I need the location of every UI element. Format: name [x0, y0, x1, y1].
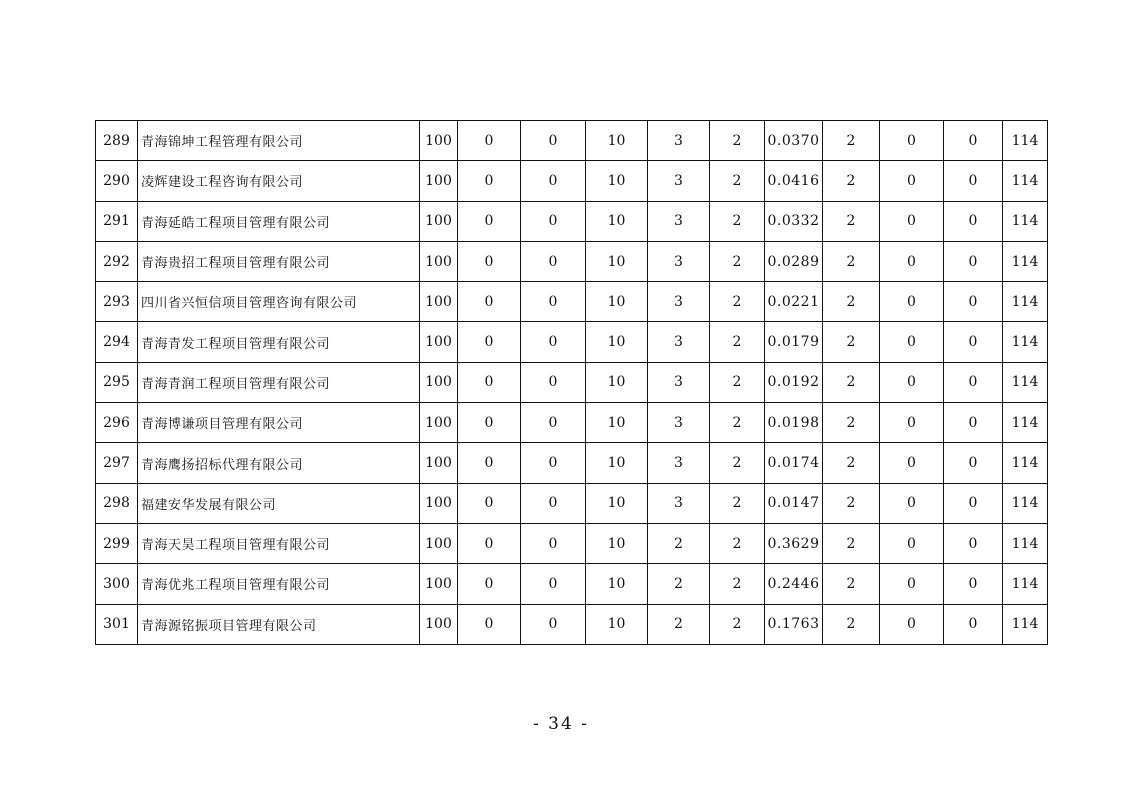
score-cell: 0 — [458, 121, 521, 161]
ratio-cell: 0.2446 — [765, 564, 823, 604]
score-cell: 10 — [586, 564, 648, 604]
score-cell: 2 — [710, 241, 765, 281]
company-name-cell: 福建安华发展有限公司 — [138, 483, 420, 523]
row-number-cell: 295 — [96, 362, 138, 402]
score-cell: 0 — [944, 362, 1003, 402]
score-cell: 0 — [880, 403, 944, 443]
score-cell: 100 — [420, 121, 458, 161]
score-cell: 2 — [710, 604, 765, 644]
score-table — [95, 120, 1048, 645]
score-cell: 2 — [648, 523, 710, 563]
score-cell: 0 — [880, 604, 944, 644]
score-cell: 0 — [521, 241, 586, 281]
score-cell: 0 — [944, 564, 1003, 604]
ratio-cell: 0.0174 — [765, 443, 823, 483]
score-cell: 100 — [420, 322, 458, 362]
score-cell: 10 — [586, 443, 648, 483]
row-number-cell: 293 — [96, 282, 138, 322]
total-cell: 114 — [1003, 362, 1048, 402]
score-cell: 10 — [586, 241, 648, 281]
score-cell: 0 — [521, 161, 586, 201]
score-cell: 100 — [420, 604, 458, 644]
score-cell: 0 — [458, 362, 521, 402]
score-cell: 0 — [880, 483, 944, 523]
row-number-cell: 289 — [96, 121, 138, 161]
row-number-cell: 298 — [96, 483, 138, 523]
score-cell: 10 — [586, 121, 648, 161]
score-cell: 2 — [823, 241, 880, 281]
total-cell: 114 — [1003, 604, 1048, 644]
score-cell: 2 — [823, 523, 880, 563]
score-cell: 100 — [420, 523, 458, 563]
score-cell: 3 — [648, 403, 710, 443]
company-name-cell: 青海锦坤工程管理有限公司 — [138, 121, 420, 161]
score-cell: 2 — [710, 362, 765, 402]
table-row — [96, 121, 1048, 161]
total-cell: 114 — [1003, 443, 1048, 483]
score-cell: 0 — [521, 362, 586, 402]
ratio-cell: 0.0147 — [765, 483, 823, 523]
score-cell: 0 — [880, 443, 944, 483]
company-name-cell: 凌辉建设工程咨询有限公司 — [138, 161, 420, 201]
company-name-cell: 青海天昊工程项目管理有限公司 — [138, 523, 420, 563]
score-cell: 0 — [458, 523, 521, 563]
score-cell: 3 — [648, 241, 710, 281]
score-cell: 10 — [586, 403, 648, 443]
ratio-cell: 0.0198 — [765, 403, 823, 443]
score-cell: 2 — [823, 201, 880, 241]
table-row — [96, 322, 1048, 362]
score-cell: 2 — [710, 201, 765, 241]
score-cell: 0 — [521, 121, 586, 161]
score-cell: 100 — [420, 241, 458, 281]
row-number-cell: 300 — [96, 564, 138, 604]
table-row — [96, 282, 1048, 322]
score-cell: 100 — [420, 201, 458, 241]
score-cell: 100 — [420, 443, 458, 483]
score-cell: 0 — [944, 161, 1003, 201]
score-cell: 2 — [823, 403, 880, 443]
ratio-cell: 0.0332 — [765, 201, 823, 241]
company-name-cell: 青海源铭振项目管理有限公司 — [138, 604, 420, 644]
company-name-cell: 青海优兆工程项目管理有限公司 — [138, 564, 420, 604]
ratio-cell: 0.0416 — [765, 161, 823, 201]
score-cell: 100 — [420, 282, 458, 322]
ratio-cell: 0.3629 — [765, 523, 823, 563]
ratio-cell: 0.0192 — [765, 362, 823, 402]
score-cell: 3 — [648, 121, 710, 161]
total-cell: 114 — [1003, 121, 1048, 161]
company-name-cell: 青海青润工程项目管理有限公司 — [138, 362, 420, 402]
score-cell: 0 — [944, 241, 1003, 281]
score-cell: 3 — [648, 443, 710, 483]
score-cell: 0 — [458, 161, 521, 201]
score-cell: 10 — [586, 483, 648, 523]
ratio-cell: 0.0289 — [765, 241, 823, 281]
row-number-cell: 297 — [96, 443, 138, 483]
table-row — [96, 564, 1048, 604]
score-cell: 2 — [823, 161, 880, 201]
score-cell: 0 — [944, 604, 1003, 644]
score-cell: 0 — [458, 201, 521, 241]
row-number-cell: 296 — [96, 403, 138, 443]
table-row — [96, 201, 1048, 241]
score-cell: 10 — [586, 161, 648, 201]
score-cell: 2 — [710, 483, 765, 523]
score-cell: 100 — [420, 362, 458, 402]
score-cell: 2 — [710, 322, 765, 362]
table-row — [96, 443, 1048, 483]
score-cell: 2 — [823, 362, 880, 402]
score-cell: 0 — [521, 322, 586, 362]
score-cell: 100 — [420, 564, 458, 604]
score-cell: 10 — [586, 362, 648, 402]
page-number: - 34 - — [533, 714, 589, 734]
score-cell: 2 — [823, 322, 880, 362]
score-cell: 10 — [586, 201, 648, 241]
score-cell: 0 — [458, 483, 521, 523]
score-cell: 2 — [710, 443, 765, 483]
row-number-cell: 290 — [96, 161, 138, 201]
total-cell: 114 — [1003, 564, 1048, 604]
row-number-cell: 294 — [96, 322, 138, 362]
score-cell: 0 — [880, 564, 944, 604]
score-cell: 0 — [521, 403, 586, 443]
company-name-cell: 青海贵招工程项目管理有限公司 — [138, 241, 420, 281]
score-cell: 0 — [880, 362, 944, 402]
score-cell: 0 — [944, 443, 1003, 483]
table-row — [96, 161, 1048, 201]
score-cell: 0 — [458, 241, 521, 281]
total-cell: 114 — [1003, 322, 1048, 362]
score-cell: 0 — [880, 241, 944, 281]
company-name-cell: 青海博谦项目管理有限公司 — [138, 403, 420, 443]
company-name-cell: 青海延皓工程项目管理有限公司 — [138, 201, 420, 241]
score-cell: 3 — [648, 282, 710, 322]
score-cell: 10 — [586, 282, 648, 322]
ratio-cell: 0.0179 — [765, 322, 823, 362]
score-cell: 2 — [823, 564, 880, 604]
score-cell: 0 — [458, 604, 521, 644]
ratio-cell: 0.1763 — [765, 604, 823, 644]
total-cell: 114 — [1003, 201, 1048, 241]
total-cell: 114 — [1003, 161, 1048, 201]
score-cell: 2 — [823, 604, 880, 644]
score-cell: 2 — [710, 564, 765, 604]
score-cell: 0 — [944, 322, 1003, 362]
score-cell: 2 — [710, 282, 765, 322]
company-name-cell: 四川省兴恒信项目管理咨询有限公司 — [138, 282, 420, 322]
score-cell: 2 — [710, 161, 765, 201]
score-cell: 3 — [648, 161, 710, 201]
score-cell: 2 — [823, 121, 880, 161]
score-cell: 0 — [880, 121, 944, 161]
row-number-cell: 299 — [96, 523, 138, 563]
score-cell: 3 — [648, 322, 710, 362]
row-number-cell: 291 — [96, 201, 138, 241]
ratio-cell: 0.0221 — [765, 282, 823, 322]
score-cell: 10 — [586, 604, 648, 644]
score-cell: 100 — [420, 161, 458, 201]
score-cell: 2 — [710, 523, 765, 563]
score-cell: 0 — [458, 282, 521, 322]
score-cell: 2 — [648, 604, 710, 644]
score-cell: 3 — [648, 362, 710, 402]
score-cell: 0 — [880, 322, 944, 362]
score-cell: 0 — [458, 564, 521, 604]
score-cell: 0 — [944, 201, 1003, 241]
score-cell: 0 — [521, 604, 586, 644]
score-cell: 0 — [880, 523, 944, 563]
table-row — [96, 604, 1048, 644]
score-cell: 10 — [586, 322, 648, 362]
score-cell: 2 — [823, 483, 880, 523]
score-cell: 0 — [458, 322, 521, 362]
score-cell: 2 — [648, 564, 710, 604]
score-cell: 0 — [521, 282, 586, 322]
score-cell: 3 — [648, 201, 710, 241]
score-cell: 0 — [521, 564, 586, 604]
score-cell: 0 — [458, 443, 521, 483]
score-cell: 0 — [521, 201, 586, 241]
score-cell: 100 — [420, 483, 458, 523]
total-cell: 114 — [1003, 483, 1048, 523]
score-cell: 2 — [710, 121, 765, 161]
score-cell: 0 — [521, 483, 586, 523]
score-cell: 2 — [823, 282, 880, 322]
total-cell: 114 — [1003, 282, 1048, 322]
score-cell: 2 — [823, 443, 880, 483]
total-cell: 114 — [1003, 241, 1048, 281]
score-cell: 0 — [521, 523, 586, 563]
score-cell: 2 — [710, 403, 765, 443]
score-cell: 10 — [586, 523, 648, 563]
score-cell: 100 — [420, 403, 458, 443]
row-number-cell: 301 — [96, 604, 138, 644]
score-cell: 0 — [880, 282, 944, 322]
table-row — [96, 241, 1048, 281]
total-cell: 114 — [1003, 403, 1048, 443]
total-cell: 114 — [1003, 523, 1048, 563]
company-name-cell: 青海鹰扬招标代理有限公司 — [138, 443, 420, 483]
score-cell: 0 — [880, 161, 944, 201]
company-name-cell: 青海青发工程项目管理有限公司 — [138, 322, 420, 362]
score-cell: 0 — [944, 282, 1003, 322]
table-row — [96, 362, 1048, 402]
ratio-cell: 0.0370 — [765, 121, 823, 161]
score-cell: 0 — [880, 201, 944, 241]
table-row — [96, 483, 1048, 523]
score-cell: 0 — [944, 523, 1003, 563]
score-cell: 0 — [944, 403, 1003, 443]
table-body — [96, 121, 1048, 645]
table-row — [96, 403, 1048, 443]
score-cell: 0 — [944, 121, 1003, 161]
score-cell: 3 — [648, 483, 710, 523]
table-row — [96, 523, 1048, 563]
score-cell: 0 — [521, 443, 586, 483]
row-number-cell: 292 — [96, 241, 138, 281]
score-cell: 0 — [458, 403, 521, 443]
score-cell: 0 — [944, 483, 1003, 523]
